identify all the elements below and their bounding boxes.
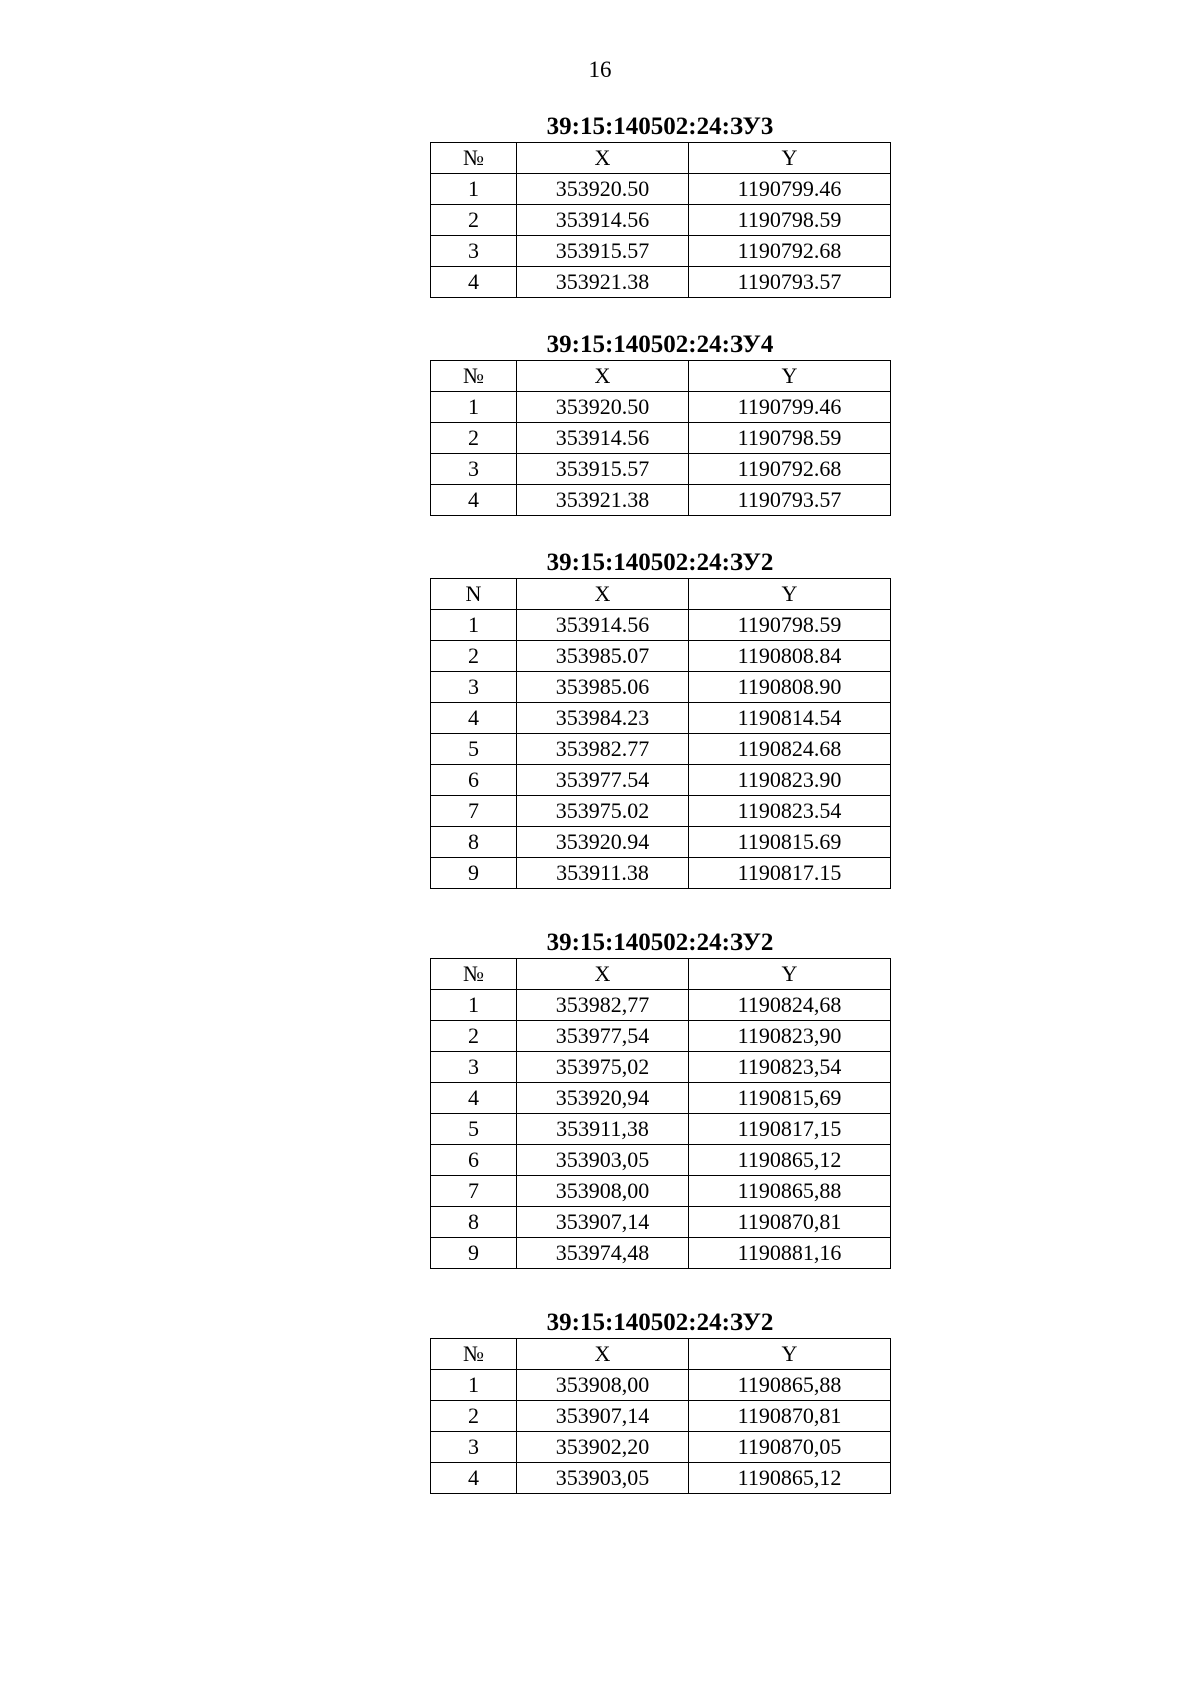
x-coordinate: 353984.23 bbox=[517, 703, 689, 734]
x-coordinate: 353902,20 bbox=[517, 1432, 689, 1463]
parcel-title: 39:15:140502:24:ЗУ4 bbox=[546, 331, 774, 358]
point-number: 1 bbox=[431, 392, 517, 423]
y-coordinate: 1190808.90 bbox=[689, 672, 891, 703]
table-header-row bbox=[431, 361, 891, 392]
coordinate-block-5 bbox=[430, 1308, 890, 1494]
y-coordinate: 1190823.54 bbox=[689, 796, 891, 827]
table-row bbox=[431, 392, 891, 423]
point-number: 6 bbox=[431, 765, 517, 796]
coordinates-table bbox=[430, 142, 891, 298]
x-coordinate: 353920.50 bbox=[517, 392, 689, 423]
x-coordinate: 353985.06 bbox=[517, 672, 689, 703]
table-row bbox=[431, 734, 891, 765]
point-number: 9 bbox=[431, 858, 517, 889]
y-coordinate: 1190799.46 bbox=[689, 174, 891, 205]
coordinate-block-4 bbox=[430, 928, 890, 1269]
y-coordinate: 1190815.69 bbox=[689, 827, 891, 858]
y-coordinate: 1190865,12 bbox=[689, 1463, 891, 1494]
y-coordinate: 1190823.90 bbox=[689, 765, 891, 796]
table-row bbox=[431, 423, 891, 454]
table-row bbox=[431, 1021, 891, 1052]
table-row bbox=[431, 703, 891, 734]
x-coordinate: 353920,94 bbox=[517, 1083, 689, 1114]
point-number: 5 bbox=[431, 734, 517, 765]
x-coordinate: 353914.56 bbox=[517, 610, 689, 641]
point-number: 3 bbox=[431, 236, 517, 267]
table-row bbox=[431, 205, 891, 236]
table-row bbox=[431, 1052, 891, 1083]
y-coordinate: 1190798.59 bbox=[689, 205, 891, 236]
table-header-row bbox=[431, 1339, 891, 1370]
point-number: 7 bbox=[431, 796, 517, 827]
point-number: 2 bbox=[431, 1021, 517, 1052]
column-header-x: X bbox=[517, 143, 689, 174]
column-header-y: Y bbox=[689, 959, 891, 990]
y-coordinate: 1190814.54 bbox=[689, 703, 891, 734]
point-number: 4 bbox=[431, 485, 517, 516]
coordinate-block-3 bbox=[430, 548, 890, 889]
coordinate-block-2 bbox=[430, 330, 890, 516]
y-coordinate: 1190865,12 bbox=[689, 1145, 891, 1176]
table-row bbox=[431, 1176, 891, 1207]
x-coordinate: 353911,38 bbox=[517, 1114, 689, 1145]
table-row bbox=[431, 827, 891, 858]
table-row bbox=[431, 1114, 891, 1145]
x-coordinate: 353914.56 bbox=[517, 205, 689, 236]
point-number: 2 bbox=[431, 641, 517, 672]
point-number: 1 bbox=[431, 610, 517, 641]
x-coordinate: 353975.02 bbox=[517, 796, 689, 827]
table-row bbox=[431, 765, 891, 796]
column-header-x: X bbox=[517, 579, 689, 610]
x-coordinate: 353977.54 bbox=[517, 765, 689, 796]
point-number: 8 bbox=[431, 827, 517, 858]
table-header-row bbox=[431, 959, 891, 990]
x-coordinate: 353977,54 bbox=[517, 1021, 689, 1052]
point-number: 6 bbox=[431, 1145, 517, 1176]
point-number: 2 bbox=[431, 423, 517, 454]
column-header-y: Y bbox=[689, 143, 891, 174]
y-coordinate: 1190870,81 bbox=[689, 1401, 891, 1432]
y-coordinate: 1190817.15 bbox=[689, 858, 891, 889]
y-coordinate: 1190817,15 bbox=[689, 1114, 891, 1145]
x-coordinate: 353915.57 bbox=[517, 454, 689, 485]
x-coordinate: 353921.38 bbox=[517, 485, 689, 516]
y-coordinate: 1190793.57 bbox=[689, 267, 891, 298]
point-number: 3 bbox=[431, 454, 517, 485]
table-row bbox=[431, 1401, 891, 1432]
column-header-y: Y bbox=[689, 579, 891, 610]
table-header-row bbox=[431, 579, 891, 610]
point-number: 4 bbox=[431, 267, 517, 298]
parcel-title: 39:15:140502:24:ЗУ2 bbox=[546, 929, 774, 956]
point-number: 3 bbox=[431, 1052, 517, 1083]
column-header-number: № bbox=[431, 959, 517, 990]
parcel-title: 39:15:140502:24:ЗУ3 bbox=[546, 113, 774, 140]
table-row bbox=[431, 1207, 891, 1238]
y-coordinate: 1190798.59 bbox=[689, 610, 891, 641]
column-header-y: Y bbox=[689, 1339, 891, 1370]
table-row bbox=[431, 236, 891, 267]
point-number: 1 bbox=[431, 1370, 517, 1401]
column-header-number: N bbox=[431, 579, 517, 610]
coordinate-block-1 bbox=[430, 112, 890, 298]
point-number: 4 bbox=[431, 1083, 517, 1114]
point-number: 1 bbox=[431, 174, 517, 205]
column-header-x: X bbox=[517, 1339, 689, 1370]
y-coordinate: 1190792.68 bbox=[689, 236, 891, 267]
point-number: 2 bbox=[431, 205, 517, 236]
x-coordinate: 353985.07 bbox=[517, 641, 689, 672]
x-coordinate: 353903,05 bbox=[517, 1463, 689, 1494]
column-header-number: № bbox=[431, 143, 517, 174]
column-header-x: X bbox=[517, 361, 689, 392]
coordinates-table bbox=[430, 360, 891, 516]
y-coordinate: 1190881,16 bbox=[689, 1238, 891, 1269]
point-number: 1 bbox=[431, 990, 517, 1021]
table-row bbox=[431, 174, 891, 205]
table-row bbox=[431, 641, 891, 672]
x-coordinate: 353915.57 bbox=[517, 236, 689, 267]
x-coordinate: 353920.94 bbox=[517, 827, 689, 858]
table-row bbox=[431, 610, 891, 641]
column-header-number: № bbox=[431, 361, 517, 392]
y-coordinate: 1190865,88 bbox=[689, 1176, 891, 1207]
column-header-x: X bbox=[517, 959, 689, 990]
x-coordinate: 353975,02 bbox=[517, 1052, 689, 1083]
table-row bbox=[431, 1432, 891, 1463]
y-coordinate: 1190870,81 bbox=[689, 1207, 891, 1238]
point-number: 8 bbox=[431, 1207, 517, 1238]
table-row bbox=[431, 454, 891, 485]
table-row bbox=[431, 990, 891, 1021]
x-coordinate: 353903,05 bbox=[517, 1145, 689, 1176]
table-row bbox=[431, 672, 891, 703]
coordinates-table bbox=[430, 1338, 891, 1494]
page-number: 16 bbox=[588, 57, 612, 82]
column-header-y: Y bbox=[689, 361, 891, 392]
parcel-title: 39:15:140502:24:ЗУ2 bbox=[546, 1309, 774, 1336]
x-coordinate: 353907,14 bbox=[517, 1401, 689, 1432]
point-number: 4 bbox=[431, 1463, 517, 1494]
x-coordinate: 353908,00 bbox=[517, 1370, 689, 1401]
y-coordinate: 1190793.57 bbox=[689, 485, 891, 516]
table-row bbox=[431, 1238, 891, 1269]
point-number: 9 bbox=[431, 1238, 517, 1269]
y-coordinate: 1190870,05 bbox=[689, 1432, 891, 1463]
x-coordinate: 353907,14 bbox=[517, 1207, 689, 1238]
y-coordinate: 1190824.68 bbox=[689, 734, 891, 765]
point-number: 7 bbox=[431, 1176, 517, 1207]
x-coordinate: 353974,48 bbox=[517, 1238, 689, 1269]
y-coordinate: 1190824,68 bbox=[689, 990, 891, 1021]
y-coordinate: 1190798.59 bbox=[689, 423, 891, 454]
y-coordinate: 1190808.84 bbox=[689, 641, 891, 672]
y-coordinate: 1190865,88 bbox=[689, 1370, 891, 1401]
table-row bbox=[431, 1145, 891, 1176]
x-coordinate: 353982.77 bbox=[517, 734, 689, 765]
table-header-row bbox=[431, 143, 891, 174]
x-coordinate: 353911.38 bbox=[517, 858, 689, 889]
point-number: 3 bbox=[431, 672, 517, 703]
y-coordinate: 1190823,90 bbox=[689, 1021, 891, 1052]
parcel-title: 39:15:140502:24:ЗУ2 bbox=[546, 549, 774, 576]
column-header-number: № bbox=[431, 1339, 517, 1370]
point-number: 3 bbox=[431, 1432, 517, 1463]
table-row bbox=[431, 485, 891, 516]
table-row bbox=[431, 1463, 891, 1494]
table-row bbox=[431, 796, 891, 827]
y-coordinate: 1190823,54 bbox=[689, 1052, 891, 1083]
y-coordinate: 1190792.68 bbox=[689, 454, 891, 485]
y-coordinate: 1190815,69 bbox=[689, 1083, 891, 1114]
point-number: 2 bbox=[431, 1401, 517, 1432]
table-row bbox=[431, 1370, 891, 1401]
table-row bbox=[431, 1083, 891, 1114]
point-number: 4 bbox=[431, 703, 517, 734]
table-row bbox=[431, 858, 891, 889]
x-coordinate: 353982,77 bbox=[517, 990, 689, 1021]
x-coordinate: 353914.56 bbox=[517, 423, 689, 454]
coordinates-table bbox=[430, 578, 891, 889]
x-coordinate: 353921.38 bbox=[517, 267, 689, 298]
x-coordinate: 353908,00 bbox=[517, 1176, 689, 1207]
table-row bbox=[431, 267, 891, 298]
coordinates-table bbox=[430, 958, 891, 1269]
y-coordinate: 1190799.46 bbox=[689, 392, 891, 423]
point-number: 5 bbox=[431, 1114, 517, 1145]
x-coordinate: 353920.50 bbox=[517, 174, 689, 205]
